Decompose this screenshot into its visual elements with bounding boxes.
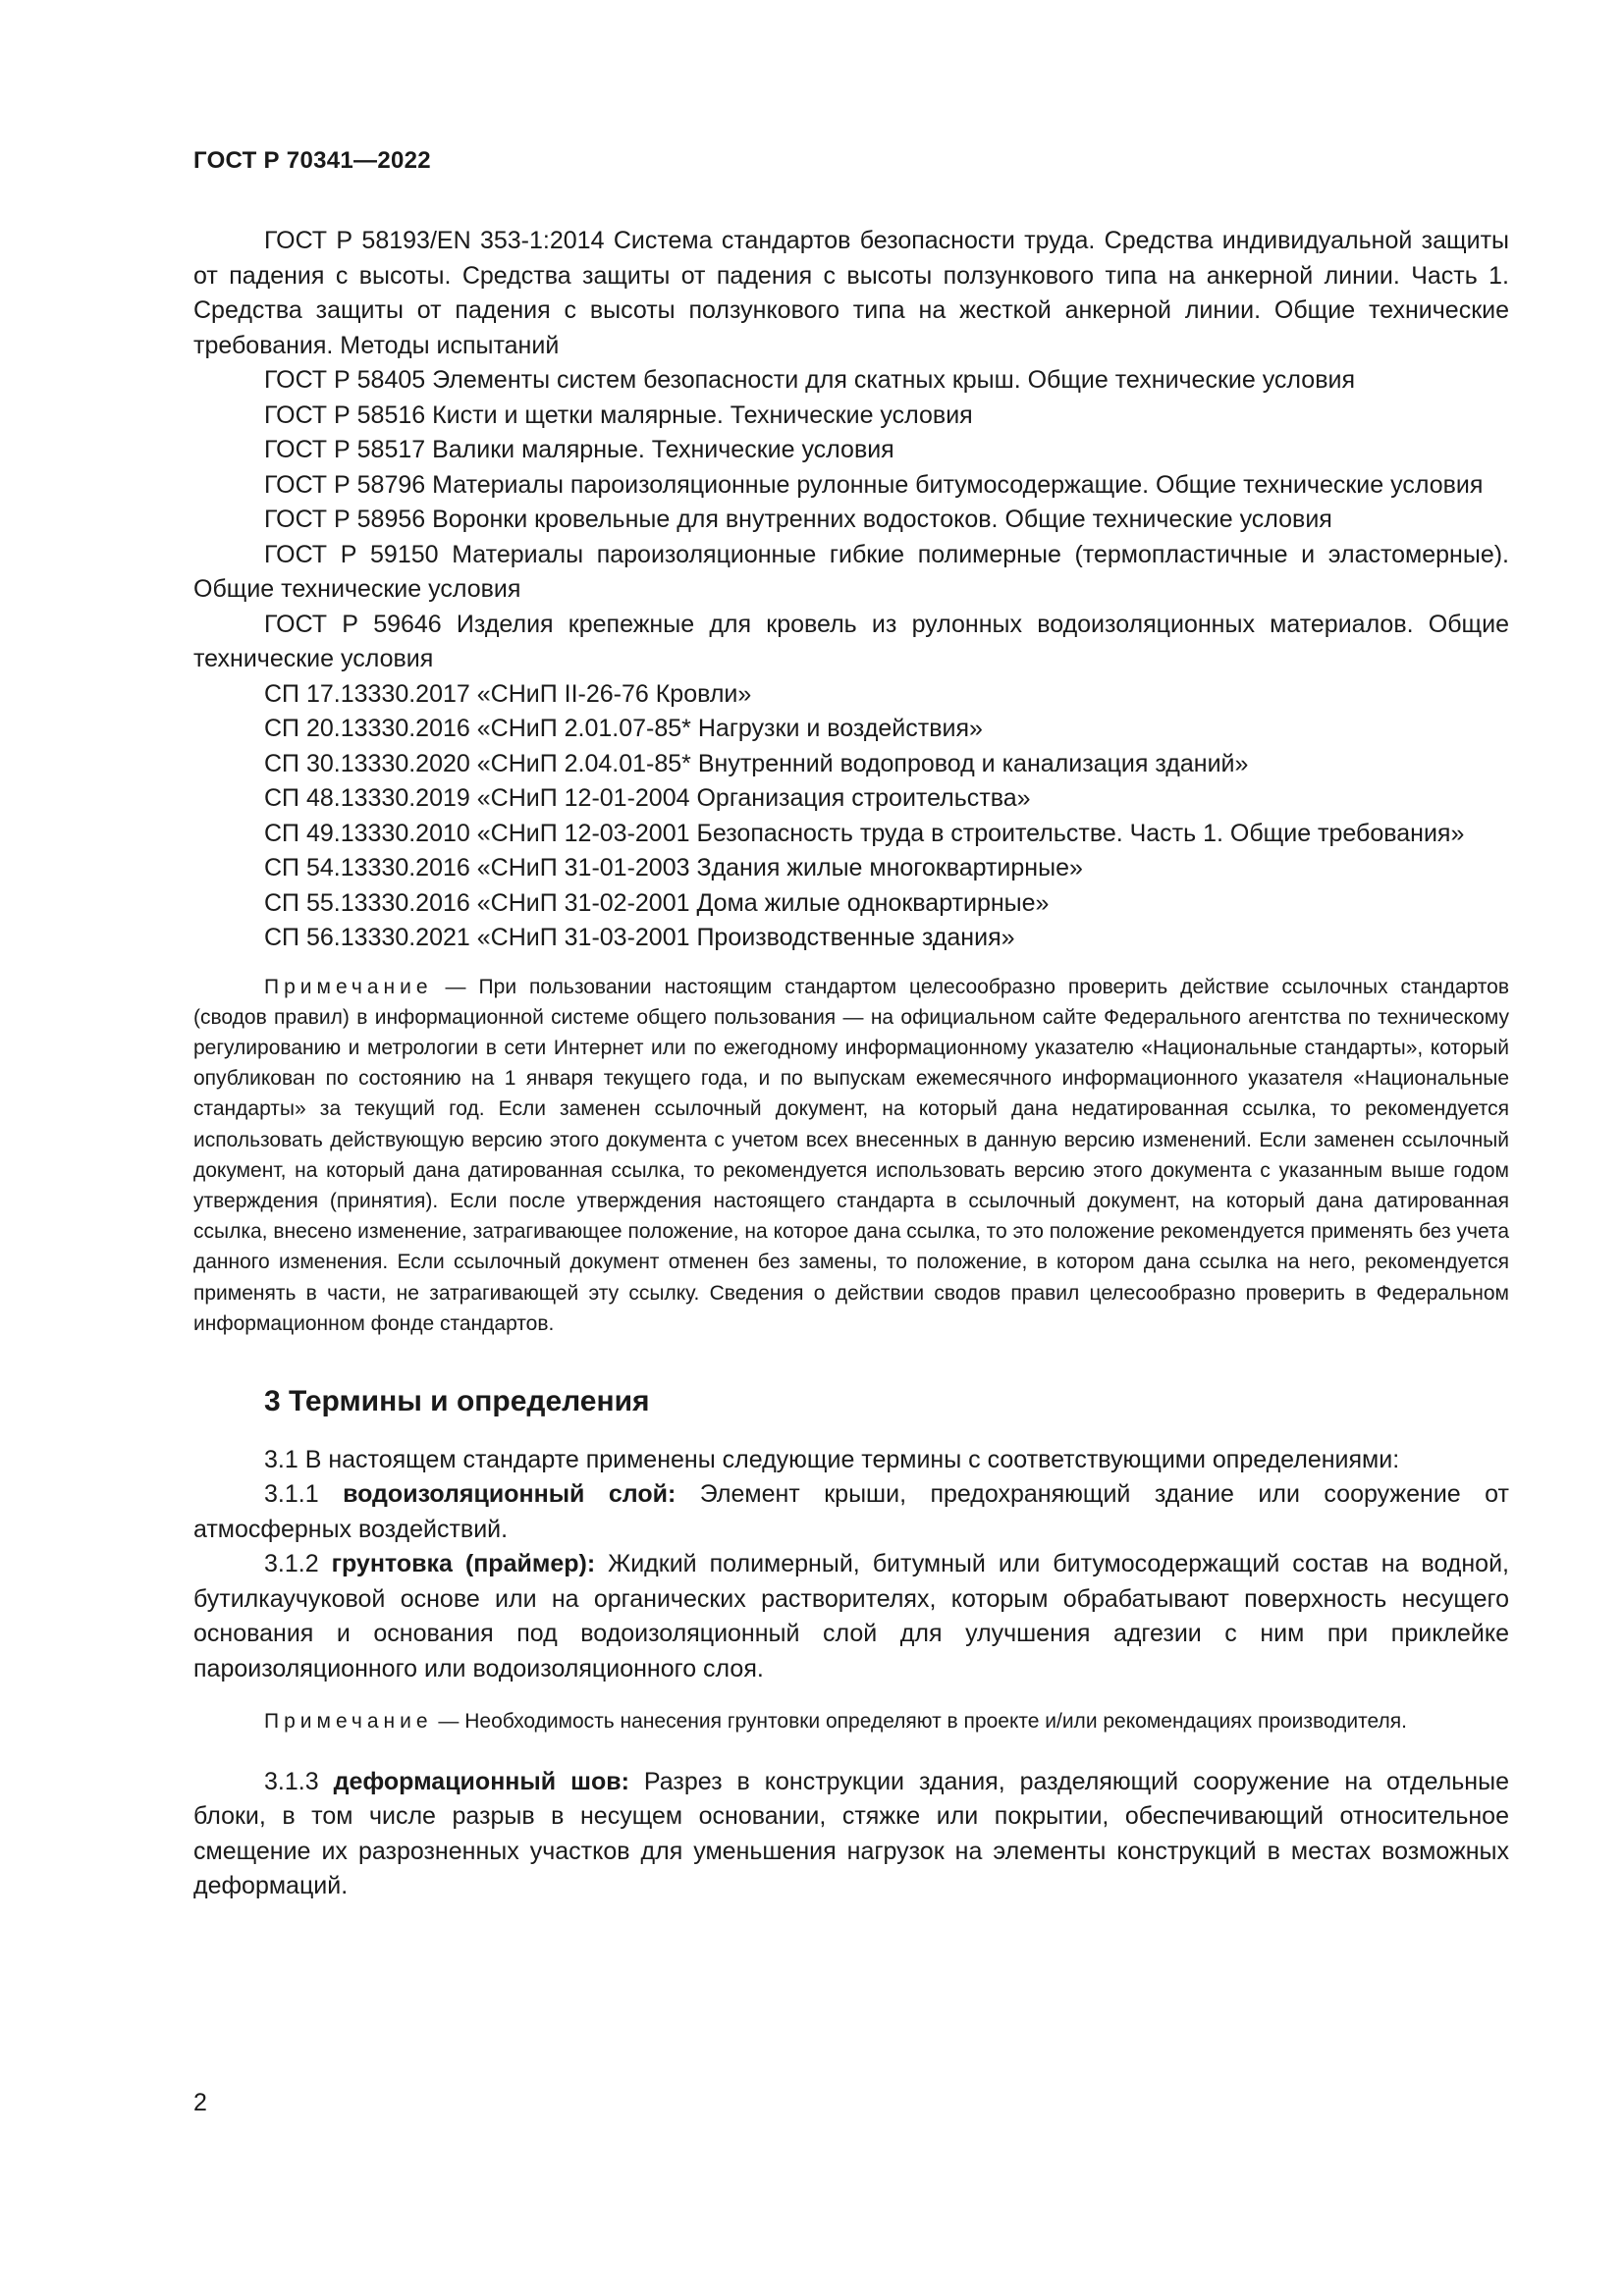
- term-number: 3.1.2: [264, 1550, 332, 1578]
- section-intro: 3.1 В настоящем стандарте применены следующие термины с соответствующими определениями:: [264, 1445, 1400, 1473]
- reference-item: СП 30.13330.2020 «СНиП 2.04.01-85* Внутренний водопровод и канализация зданий»: [264, 749, 1249, 777]
- reference-item: ГОСТ Р 58405 Элементы систем безопасности для скатных крыш. Общие технические условия: [264, 366, 1355, 394]
- note-label: Примечание: [264, 1710, 433, 1734]
- term-definition: Разрез в конструкции здания, разделяющий сооружение на отдельные блоки, в том числе разрыв в несущем основании, стяжке или покрытии, обеспечивающий относительное смещение их разрозненных участков для уменьшения нагрузок на элементы конструкций в местах возможных деформаций.: [193, 1767, 1509, 1900]
- note-text: — При пользовании настоящим стандартом целесообразно проверить действие ссылочных стандартов (сводов правил) в информационной системе общего пользования — на официальном сайте Федерального агентства по техническому регулированию и метрологии в сети Интернет или по ежегодному информационному указателю «Национальные стандарты», который опубликован по состоянию на 1 января текущего года, и по выпускам ежемесячного информационного указателя «Национальные стандарты» за текущий год. Если заменен ссылочный документ, на который дана недатированная ссылка, то рекомендуется использовать действующую версию этого документа с учетом всех внесенных в данную версию изменений. Если заменен ссылочный документ, на который дана датированная ссылка, то рекомендуется использовать версию этого документа с указанным выше годом утверждения (принятия). Если после утверждения настоящего стандарта в ссылочный документ, на который дана датированная ссылка, внесено изменение, затрагивающее положение, на которое дана ссылка, то это положение рекомендуется применять без учета данного изменения. Если ссылочный документ отменен без замены, то положение, в котором дана ссылка на него, рекомендуется применять в части, не затрагивающей эту ссылку. Сведения о действии сводов правил целесообразно проверить в Федеральном информационном фонде стандартов.: [193, 975, 1509, 1335]
- reference-item: ГОСТ Р 58516 Кисти и щетки малярные. Технические условия: [264, 400, 973, 429]
- reference-item: ГОСТ Р 59150 Материалы пароизоляционные гибкие полимерные (термопластичные и эластомерные). Общие технические условия: [193, 540, 1509, 603]
- term-note: [193, 1706, 1509, 1736]
- note-label: Примечание: [264, 975, 433, 998]
- reference-item: СП 48.13330.2019 «СНиП 12-01-2004 Организация строительства»: [264, 784, 1031, 812]
- term-definition: Элемент крыши, предохраняющий здание или сооружение от атмосферных воздействий.: [193, 1480, 1509, 1543]
- page-body: [193, 224, 1509, 1904]
- term-number: 3.1.3: [264, 1767, 334, 1795]
- references-note: [193, 972, 1509, 1339]
- page-number: 2: [193, 2089, 207, 2116]
- note-text: — Необходимость нанесения грунтовки определяют в проекте и/или рекомендациях производителя.: [432, 1710, 1407, 1734]
- term-entry: [193, 1765, 1509, 1904]
- reference-item: ГОСТ Р 58193/EN 353-1:2014 Система стандартов безопасности труда. Средства индивидуальной защиты от падения с высоты. Средства защиты от падения с высоты ползункового типа на анкерной линии. Часть 1. Средства защиты от падения с высоты ползункового типа на жесткой анкерной линии. Общие технические требования. Методы испытаний: [193, 227, 1509, 359]
- reference-item: ГОСТ Р 58796 Материалы пароизоляционные рулонные битумосодержащие. Общие технические условия: [264, 470, 1484, 499]
- reference-item: СП 56.13330.2021 «СНиП 31-03-2001 Производственные здания»: [264, 924, 1015, 951]
- section-title: 3 Термины и определения: [264, 1384, 650, 1417]
- reference-item: ГОСТ Р 58956 Воронки кровельные для внутренних водостоков. Общие технические условия: [264, 506, 1332, 533]
- reference-item: СП 49.13330.2010 «СНиП 12-03-2001 Безопасность труда в строительстве. Часть 1. Общие требования»: [264, 819, 1465, 847]
- term-number: 3.1.1: [264, 1480, 344, 1509]
- normative-references-list: [193, 224, 1509, 956]
- document-code-header: ГОСТ Р 70341—2022: [193, 147, 431, 174]
- term-name: грунтовка (праймер):: [331, 1550, 596, 1578]
- term-name: водоизоляционный слой:: [343, 1480, 677, 1509]
- term-name: деформационный шов:: [333, 1767, 629, 1795]
- term-definition: Жидкий полимерный, битумный или битумосодержащий состав на водной, бутилкаучуковой основе или на органических растворителях, которым обрабатывают поверхность несущего основания и основания под водоизоляционный слой для улучшения адгезии с ним при приклейке пароизоляционного или водоизоляционного слоя.: [193, 1550, 1510, 1682]
- reference-item: СП 17.13330.2017 «СНиП II-26-76 Кровли»: [264, 679, 752, 708]
- reference-item: ГОСТ Р 59646 Изделия крепежные для кровель из рулонных водоизоляционных материалов. Общие технические условия: [193, 610, 1509, 672]
- reference-item: СП 54.13330.2016 «СНиП 31-01-2003 Здания жилые многоквартирные»: [264, 854, 1083, 881]
- reference-item: СП 55.13330.2016 «СНиП 31-02-2001 Дома жилые одноквартирные»: [264, 888, 1050, 917]
- term-entry: [193, 1547, 1509, 1686]
- term-entry: [193, 1477, 1509, 1547]
- reference-item: СП 20.13330.2016 «СНиП 2.01.07-85* Нагрузки и воздействия»: [264, 715, 983, 742]
- reference-item: ГОСТ Р 58517 Валики малярные. Технические условия: [264, 436, 894, 463]
